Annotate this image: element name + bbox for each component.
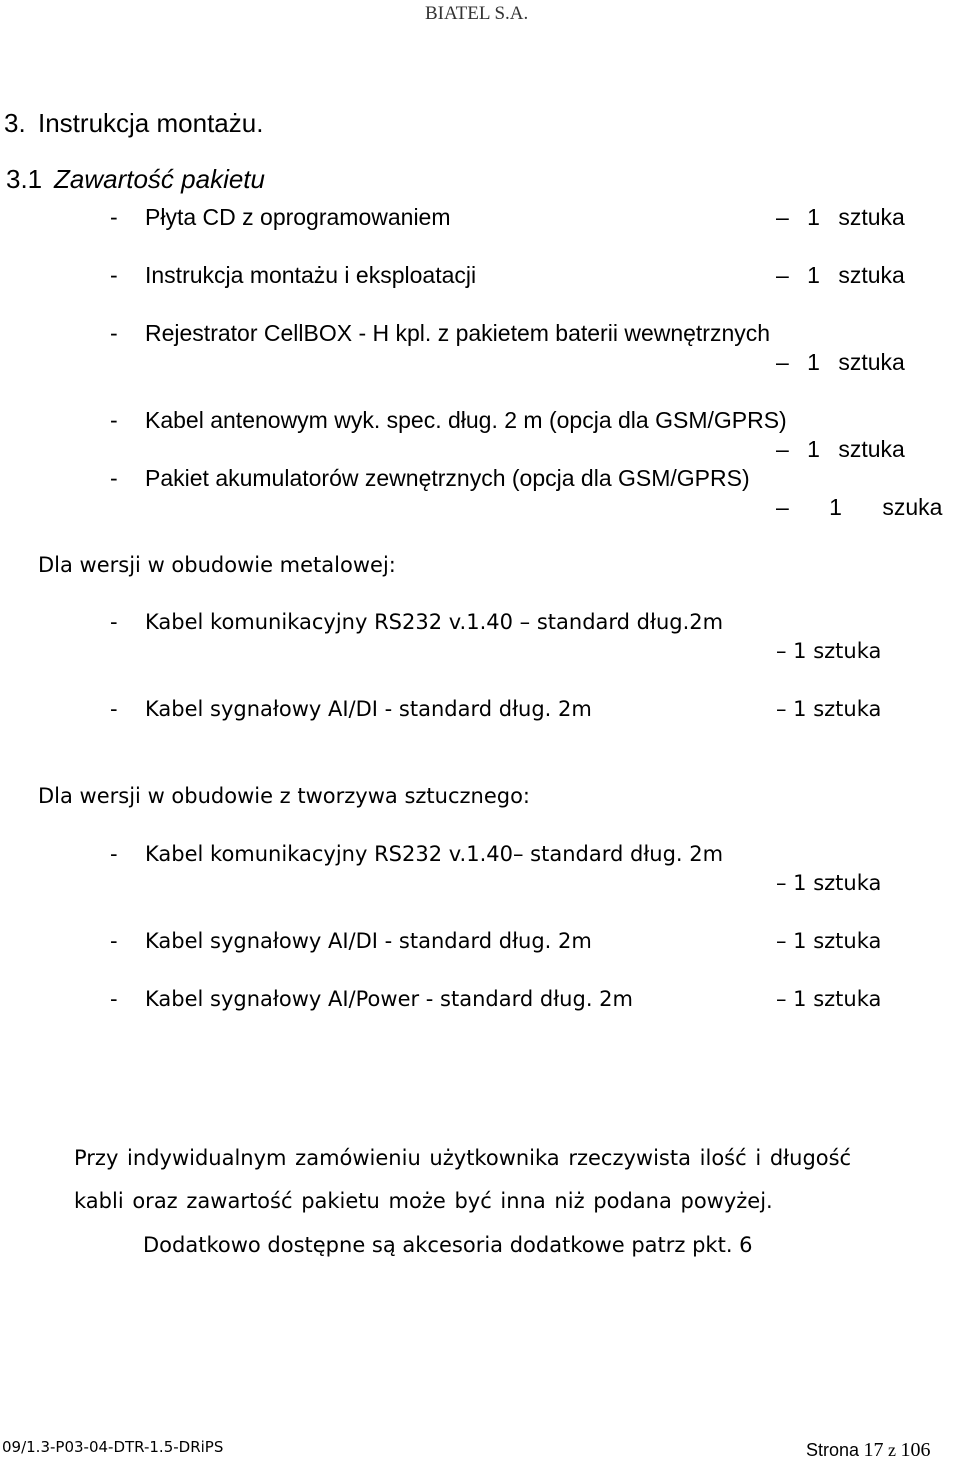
page-separator: z xyxy=(888,1440,897,1460)
list-item-qty: – 1 sztuka xyxy=(776,697,882,721)
page-label: Strona xyxy=(806,1440,860,1460)
list-item-bullet: - xyxy=(110,697,118,721)
metal-version-heading: Dla wersji w obudowie metalowej: xyxy=(38,553,396,577)
list-item-qty: – 1 sztuka xyxy=(776,436,905,462)
page-current: 17 xyxy=(863,1439,884,1461)
list-item-qty: – 1 sztuka xyxy=(776,639,882,663)
section-title: Instrukcja montażu. xyxy=(38,108,264,138)
page-total: 106 xyxy=(900,1439,931,1461)
list-item-qty: – 1 szuka xyxy=(776,494,943,520)
list-item-label: Kabel sygnałowy AI/DI - standard dług. 2m xyxy=(145,929,592,953)
list-item-bullet: - xyxy=(110,929,118,953)
list-item-qty: – 1 sztuka xyxy=(776,929,882,953)
list-item-bullet: - xyxy=(110,262,118,288)
list-item-label: Rejestrator CellBOX - H kpl. z pakietem baterii wewnętrznych xyxy=(145,320,771,346)
list-item-qty: – 1 sztuka xyxy=(776,349,905,375)
list-item-label: Kabel sygnałowy AI/Power - standard dług. 2m xyxy=(145,987,633,1011)
list-item-label: Kabel komunikacyjny RS232 v.1.40 – standard dług.2m xyxy=(145,610,724,634)
list-item-qty: – 1 sztuka xyxy=(776,987,882,1011)
list-item-bullet: - xyxy=(110,987,118,1011)
list-item-qty: – 1 sztuka xyxy=(776,204,905,230)
section-number: 3. xyxy=(4,108,26,138)
list-item-bullet: - xyxy=(110,610,118,634)
list-item-label: Płyta CD z oprogramowaniem xyxy=(145,204,451,230)
list-item-bullet: - xyxy=(110,465,118,491)
note-line-2: kabli oraz zawartość pakietu może być inna niż podana powyżej. xyxy=(74,1189,773,1213)
list-item-bullet: - xyxy=(110,320,118,346)
list-item-qty: – 1 sztuka xyxy=(776,871,882,895)
note-line-3: Dodatkowo dostępne są akcesoria dodatkowe patrz pkt. 6 xyxy=(143,1233,753,1257)
note-line-1: Przy indywidualnym zamówieniu użytkownika rzeczywista ilość i długość xyxy=(74,1146,852,1170)
plastic-version-heading: Dla wersji w obudowie z tworzywa sztucznego: xyxy=(38,784,531,808)
list-item-label: Kabel komunikacyjny RS232 v.1.40– standard dług. 2m xyxy=(145,842,724,866)
list-item-label: Instrukcja montażu i eksploatacji xyxy=(145,262,477,288)
list-item-label: Kabel sygnałowy AI/DI - standard dług. 2m xyxy=(145,697,592,721)
footer-doc-id: 09/1.3-P03-04-DTR-1.5-DRiPS xyxy=(2,1438,224,1456)
header-company: BIATEL S.A. xyxy=(425,3,529,24)
subsection-number: 3.1 xyxy=(6,164,43,194)
list-item-bullet: - xyxy=(110,842,118,866)
list-item-bullet: - xyxy=(110,407,118,433)
list-item-bullet: - xyxy=(110,204,118,230)
footer-page-number xyxy=(806,1440,931,1460)
list-item-qty: – 1 sztuka xyxy=(776,262,905,288)
subsection-title: Zawartość pakietu xyxy=(54,164,265,194)
list-item-label: Pakiet akumulatorów zewnętrznych (opcja dla GSM/GPRS) xyxy=(145,465,750,491)
list-item-label: Kabel antenowym wyk. spec. dług. 2 m (opcja dla GSM/GPRS) xyxy=(145,407,787,433)
